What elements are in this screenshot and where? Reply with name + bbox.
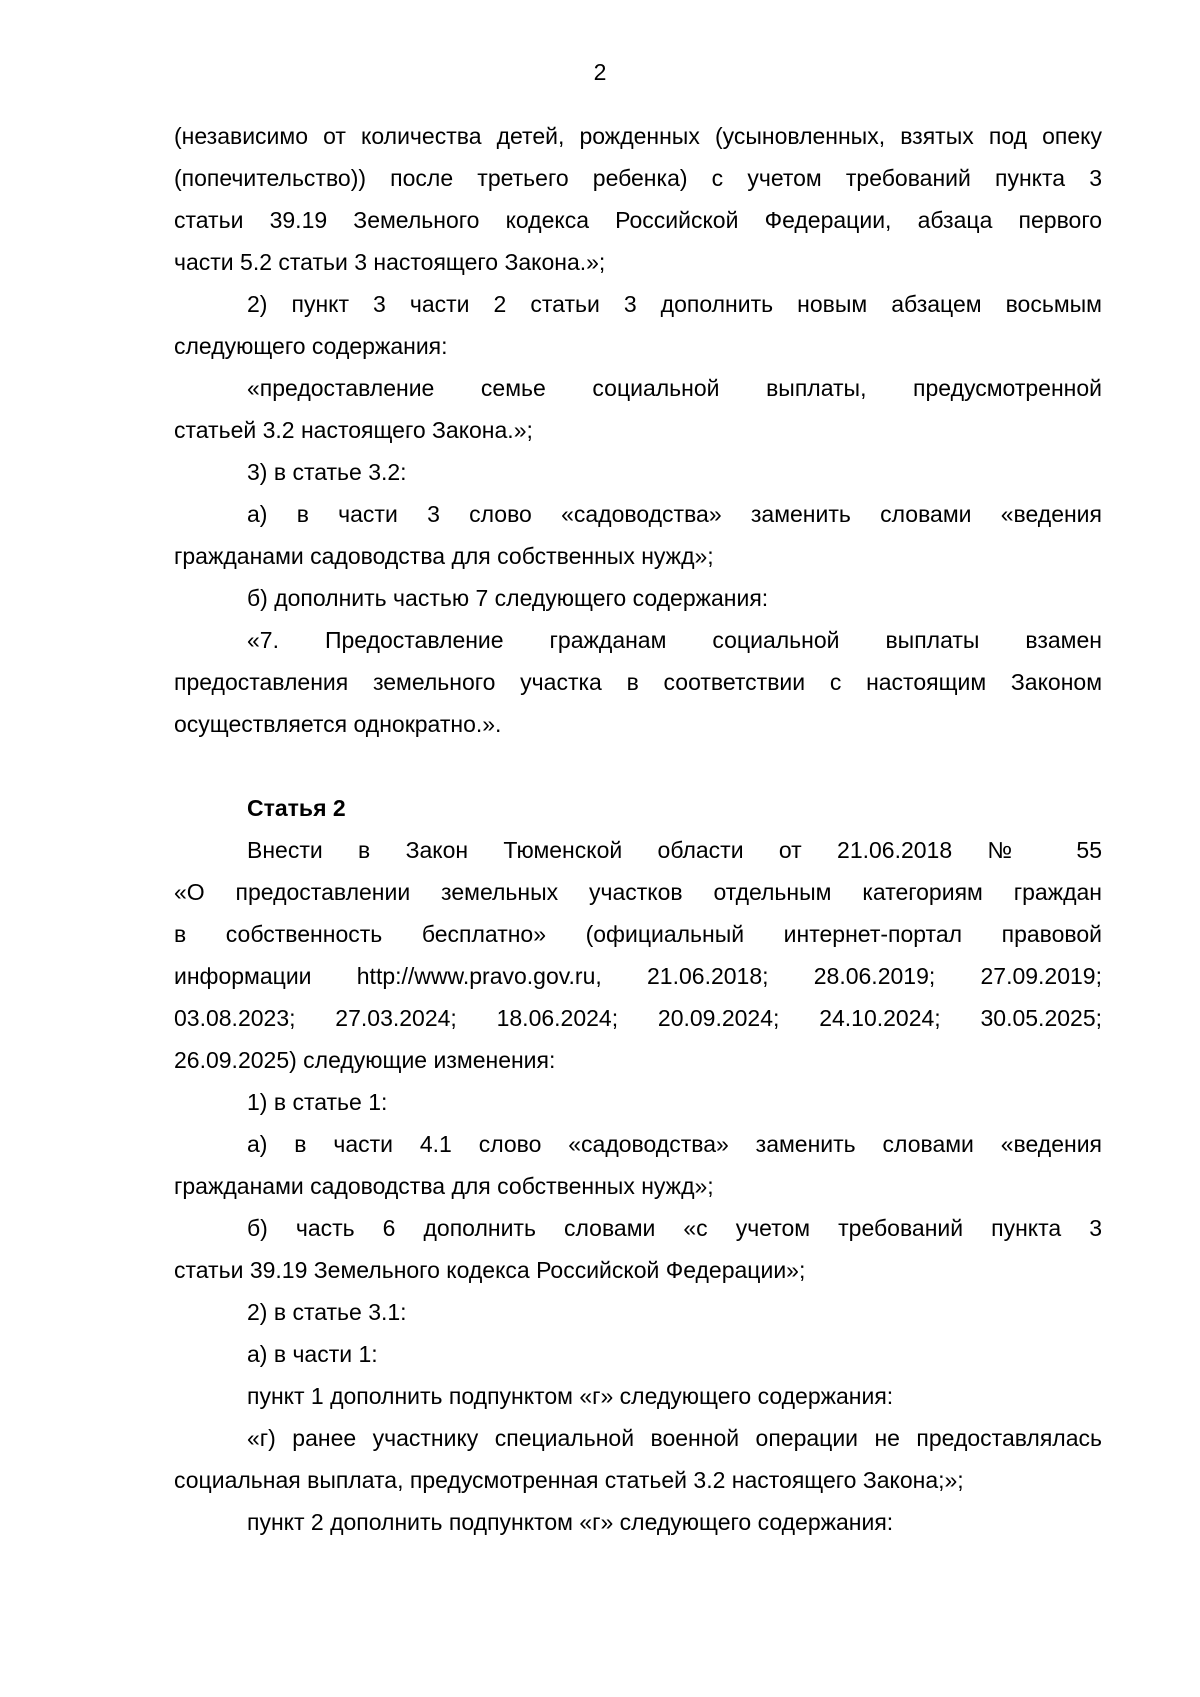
paragraph (174, 1123, 1102, 1207)
paragraph (174, 829, 1102, 1081)
paragraph (174, 115, 1102, 283)
text-line: «7. Предоставление гражданам социальной выплаты взамен (247, 627, 1102, 653)
paragraph (174, 1291, 1102, 1333)
text-line: статьей 3.2 настоящего Закона.»; (174, 417, 533, 443)
text-line: Внести в Закон Тюменской области от 21.06.2018 № 55 (247, 837, 1102, 863)
paragraph (174, 1375, 1102, 1417)
text-line: «г) ранее участнику специальной военной операции не предоставлялась (247, 1425, 1102, 1451)
text-line: 3) в статье 3.2: (247, 459, 407, 485)
text-line: статьи 39.19 Земельного кодекса Российской Федерации, абзаца первого (174, 207, 1102, 233)
text-line: б) часть 6 дополнить словами «с учетом требований пункта 3 (247, 1215, 1102, 1241)
paragraph (174, 1501, 1102, 1543)
text-line: части 5.2 статьи 3 настоящего Закона.»; (174, 249, 606, 275)
text-line: информации http://www.pravo.gov.ru, 21.06.2018; 28.06.2019; 27.09.2019; (174, 963, 1102, 989)
text-line: «предоставление семье социальной выплаты, предусмотренной (247, 375, 1102, 401)
paragraph (174, 451, 1102, 493)
text-line: следующего содержания: (174, 333, 448, 359)
text-line: «О предоставлении земельных участков отдельным категориям граждан (174, 879, 1102, 905)
text-line: предоставления земельного участка в соответствии с настоящим Законом (174, 669, 1102, 695)
text-line: в собственность бесплатно» (официальный интернет-портал правовой (174, 921, 1102, 947)
text-line: осуществляется однократно.». (174, 711, 502, 737)
text-line: 2) в статье 3.1: (247, 1299, 407, 1325)
text-line: пункт 2 дополнить подпунктом «г» следующего содержания: (247, 1509, 894, 1535)
paragraph (174, 1207, 1102, 1291)
text-line: социальная выплата, предусмотренная статьей 3.2 настоящего Закона;»; (174, 1467, 964, 1493)
paragraph (174, 1417, 1102, 1501)
text-line: гражданами садоводства для собственных нужд»; (174, 543, 714, 569)
text-line: (независимо от количества детей, рожденных (усыновленных, взятых под опеку (174, 123, 1102, 149)
paragraph (174, 1333, 1102, 1375)
text-line: статьи 39.19 Земельного кодекса Российской Федерации»; (174, 1257, 806, 1283)
text-line: гражданами садоводства для собственных нужд»; (174, 1173, 714, 1199)
paragraph (174, 619, 1102, 745)
text-line: 2) пункт 3 части 2 статьи 3 дополнить новым абзацем восьмым (247, 291, 1102, 317)
text-line: а) в части 4.1 слово «садоводства» заменить словами «ведения (247, 1131, 1102, 1157)
paragraph (174, 493, 1102, 577)
paragraph (174, 367, 1102, 451)
text-line: (попечительство)) после третьего ребенка) с учетом требований пункта 3 (174, 165, 1102, 191)
text-line: а) в части 3 слово «садоводства» заменить словами «ведения (247, 501, 1102, 527)
text-line: 1) в статье 1: (247, 1089, 388, 1115)
spacer (174, 745, 1102, 787)
text-line: 03.08.2023; 27.03.2024; 18.06.2024; 20.09.2024; 24.10.2024; 30.05.2025; (174, 1005, 1102, 1031)
text-line: а) в части 1: (247, 1341, 378, 1367)
paragraph (174, 283, 1102, 367)
text-line: б) дополнить частью 7 следующего содержания: (247, 585, 769, 611)
text-line: пункт 1 дополнить подпунктом «г» следующего содержания: (247, 1383, 894, 1409)
text-line: 26.09.2025) следующие изменения: (174, 1047, 556, 1073)
page-number: 2 (593, 59, 607, 85)
document-body (174, 115, 1102, 1543)
paragraph (174, 1081, 1102, 1123)
article-title: Статья 2 (247, 795, 346, 821)
paragraph (174, 577, 1102, 619)
